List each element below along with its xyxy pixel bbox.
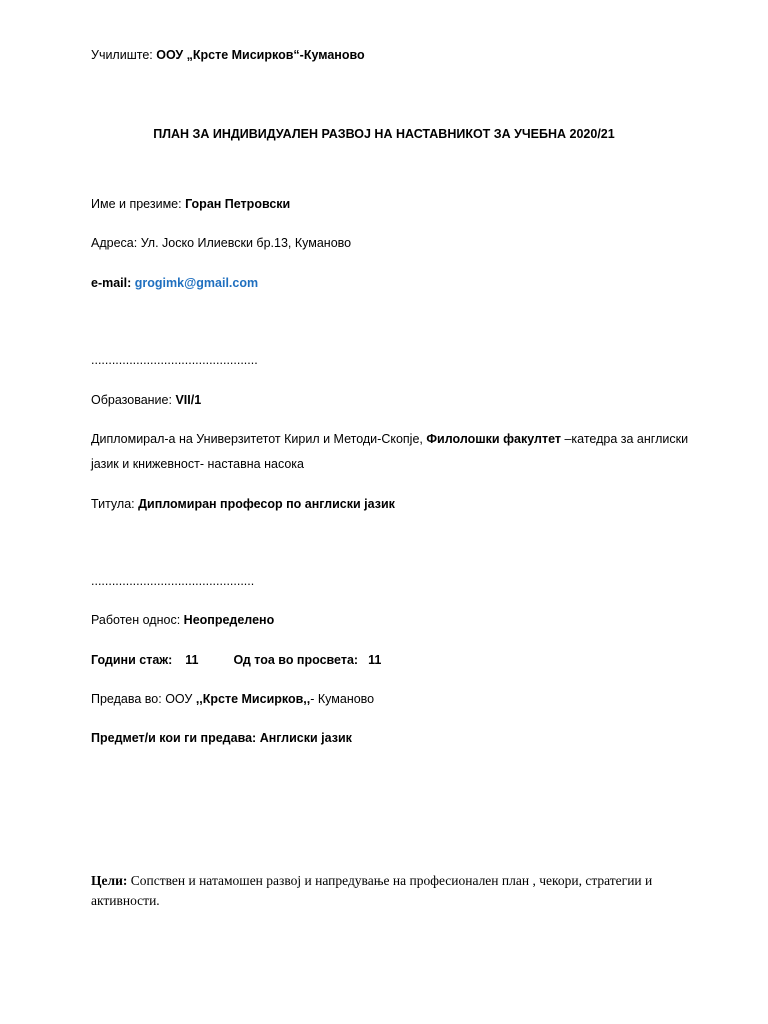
- name-line: [91, 196, 290, 212]
- teaches-at-line: [91, 691, 374, 707]
- separator-1: ................................................: [91, 353, 258, 367]
- education-line: [91, 392, 201, 408]
- employment-value: Неопределено: [183, 613, 275, 627]
- address-value: Ул. Јоско Илиевски бр.13, Куманово: [140, 236, 352, 250]
- email-link[interactable]: grogimk@gmail.com: [134, 276, 259, 290]
- experience-education-value: 11: [368, 653, 382, 667]
- experience-line: [91, 652, 381, 668]
- teaches-at-label: Предава во:: [91, 692, 162, 706]
- goals-line-1: [91, 873, 652, 889]
- address-line: [91, 235, 351, 251]
- name-value: Горан Петровски: [185, 197, 291, 211]
- subjects-label: Предмет/и кои ги предава:: [91, 731, 257, 745]
- school-value: ООУ „Крсте Мисирков“-Куманово: [156, 48, 365, 62]
- email-label: e-mail:: [91, 276, 132, 290]
- diploma-suffix: –катедра за англиски: [564, 432, 689, 446]
- degree-label: Титула:: [91, 497, 135, 511]
- employment-line: [91, 612, 274, 628]
- goals-text-1: Сопствен и натамошен развој и напредување на професионален план , чекори, стратегии и: [127, 873, 653, 888]
- education-label: Образование:: [91, 393, 172, 407]
- diploma-line-1: [91, 431, 688, 447]
- email-line: [91, 275, 258, 291]
- address-label: Адреса:: [91, 236, 138, 250]
- employment-label: Работен однос:: [91, 613, 181, 627]
- separator-2: ...............................................: [91, 574, 255, 588]
- diploma-faculty: Филолошки факултет: [426, 432, 561, 446]
- diploma-prefix: Дипломирал-а на Универзитетот Кирил и Методи-Скопје,: [91, 432, 423, 446]
- education-value: VII/1: [175, 393, 202, 407]
- document-title: ПЛАН ЗА ИНДИВИДУАЛЕН РАЗВОЈ НА НАСТАВНИКОТ ЗА УЧЕБНА 2020/21: [153, 127, 615, 141]
- teaches-at-school-name: ,,Крсте Мисирков,,: [195, 692, 311, 706]
- school-line: [91, 47, 365, 63]
- subjects-line: [91, 730, 352, 746]
- name-label: Име и презиме:: [91, 197, 182, 211]
- teaches-at-school: ООУ: [165, 692, 193, 706]
- experience-years-label: Години стаж:: [91, 653, 173, 667]
- degree-value: Дипломиран професор по англиски јазик: [138, 497, 395, 511]
- degree-line: [91, 496, 395, 512]
- experience-years-value: 11: [185, 653, 199, 667]
- teaches-at-city: - Куманово: [310, 692, 375, 706]
- experience-education-label: Од тоа во просвета:: [233, 653, 359, 667]
- diploma-line-2: јазик и книжевност- наставна насока: [91, 457, 304, 471]
- goals-label: Цели:: [91, 873, 128, 888]
- goals-line-2: активности.: [91, 893, 160, 908]
- school-label: Училиште:: [91, 48, 153, 62]
- subjects-value: Англиски јазик: [259, 731, 352, 745]
